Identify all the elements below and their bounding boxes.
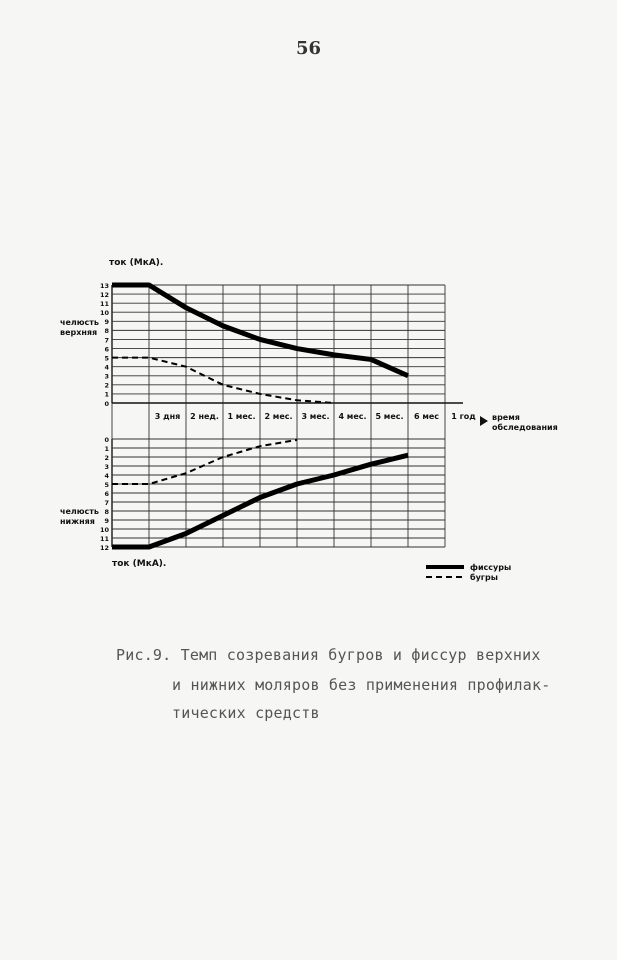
upper-y-tick-label: 9 — [104, 318, 109, 327]
upper-y-tick-label: 0 — [104, 399, 109, 408]
lower-y-tick-label: 7 — [104, 498, 109, 507]
x-axis — [112, 403, 558, 439]
upper-side-label-line1: челюсть — [60, 318, 99, 327]
x-axis-category-label: 4 мес. — [338, 412, 367, 421]
upper-y-tick-label: 10 — [99, 309, 109, 318]
upper-y-ticks — [100, 282, 110, 408]
x-axis-category-label: 5 мес. — [375, 412, 404, 421]
x-axis-category-label: 1 год — [451, 412, 476, 421]
lower-y-tick-label: 4 — [104, 471, 109, 480]
x-axis-category-label: 2 нед. — [190, 412, 219, 421]
legend-label-tubercles: бугры — [470, 573, 498, 582]
legend-label-fissures: фиссуры — [470, 563, 512, 572]
lower-side-label-line1: челюсть — [60, 507, 99, 516]
x-axis-category-label: 2 мес. — [264, 412, 293, 421]
caption-line-1: Рис.9. Темп созревания бугров и фиссур верхних — [116, 646, 541, 664]
upper-y-tick-label: 12 — [99, 290, 109, 299]
x-axis-label-line2: обследования — [492, 423, 558, 432]
caption-line-3: тических средств — [172, 704, 320, 722]
x-axis-category-label: 1 мес. — [227, 412, 256, 421]
lower-y-tick-label: 12 — [99, 543, 109, 552]
x-axis-category-label: 6 мес — [413, 412, 440, 421]
upper-y-tick-label: 5 — [104, 354, 109, 363]
lower-y-tick-label: 11 — [99, 534, 109, 543]
lower-y-tick-label: 8 — [104, 507, 109, 516]
legend — [426, 563, 511, 582]
upper-y-axis-label: ток (МкА). — [109, 258, 164, 268]
lower-y-tick-label: 3 — [104, 462, 109, 471]
upper-y-tick-label: 4 — [104, 363, 109, 372]
upper-y-tick-label: 6 — [104, 345, 109, 354]
caption-line-2: и нижних моляров без применения профилак- — [172, 676, 551, 694]
upper-y-tick-label: 8 — [104, 327, 109, 336]
x-axis-categories — [112, 403, 476, 439]
lower-y-tick-label: 2 — [104, 453, 109, 462]
upper-y-tick-label: 1 — [104, 390, 109, 399]
upper-chart-panel — [60, 258, 445, 408]
x-axis-category-label: 3 мес. — [301, 412, 330, 421]
lower-y-ticks — [100, 436, 110, 552]
lower-y-tick-label: 5 — [104, 480, 109, 489]
upper-y-tick-label: 7 — [104, 336, 109, 345]
lower-chart-panel — [60, 436, 445, 569]
upper-y-tick-label: 3 — [104, 372, 109, 381]
page-number: 56 — [295, 38, 322, 59]
lower-y-tick-label: 1 — [104, 444, 109, 453]
upper-side-label-line2: верхняя — [60, 328, 98, 337]
upper-y-tick-label: 2 — [104, 381, 109, 390]
x-axis-category-label: 3 дня — [154, 412, 181, 421]
upper-y-tick-label: 11 — [99, 299, 109, 308]
upper-y-tick-label: 13 — [99, 281, 109, 290]
x-axis-label-line1: время — [492, 413, 520, 422]
lower-y-tick-label: 0 — [104, 435, 109, 444]
lower-series-tubercles-line — [112, 440, 297, 484]
x-axis-arrow-icon — [480, 416, 488, 426]
lower-y-axis-label: ток (МкА). — [112, 559, 167, 569]
lower-side-label-line2: нижняя — [60, 517, 95, 526]
lower-y-tick-label: 6 — [104, 489, 109, 498]
lower-y-tick-label: 10 — [99, 525, 109, 534]
lower-y-tick-label: 9 — [104, 516, 109, 525]
